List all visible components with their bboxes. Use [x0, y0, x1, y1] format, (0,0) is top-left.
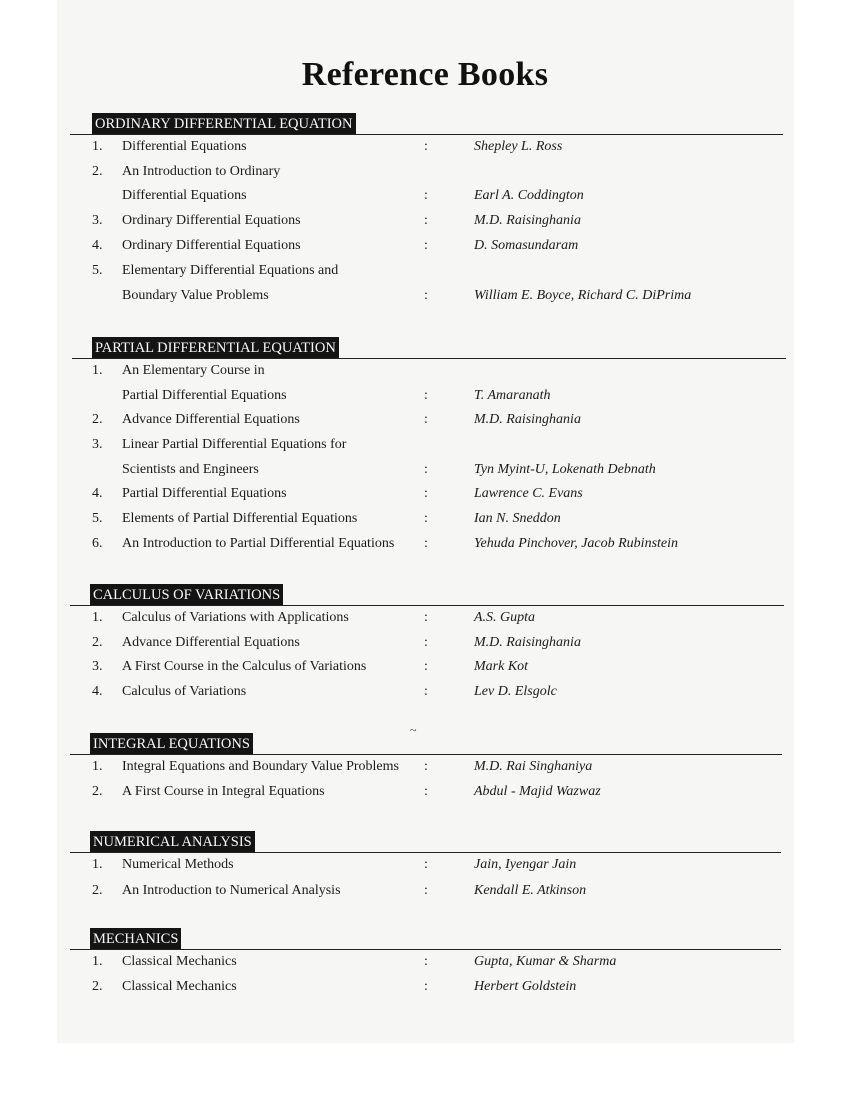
book-title: Linear Partial Differential Equations for — [122, 437, 347, 452]
separator-colon: : — [424, 139, 428, 154]
book-title: Elementary Differential Equations and — [122, 263, 339, 278]
book-row — [0, 511, 850, 533]
book-number: 6. — [92, 536, 103, 551]
book-number: 4. — [92, 486, 103, 501]
book-title: Numerical Methods — [122, 857, 234, 872]
book-row — [0, 437, 850, 459]
separator-colon: : — [424, 486, 428, 501]
separator-colon: : — [424, 288, 428, 303]
book-author: Shepley L. Ross — [474, 139, 563, 154]
separator-colon: : — [424, 412, 428, 427]
book-row — [0, 857, 850, 879]
book-title: A First Course in the Calculus of Variations — [122, 659, 367, 674]
book-author: T. Amaranath — [474, 388, 551, 403]
book-number: 3. — [92, 659, 103, 674]
book-number: 3. — [92, 437, 103, 452]
section-heading: INTEGRAL EQUATIONS — [90, 733, 253, 755]
book-row — [0, 659, 850, 681]
section-heading: MECHANICS — [90, 928, 181, 950]
book-title: Integral Equations and Boundary Value Problems — [122, 759, 399, 774]
book-title: Calculus of Variations — [122, 684, 247, 699]
book-author: Lev D. Elsgolc — [474, 684, 557, 699]
book-row — [0, 188, 850, 210]
book-row — [0, 139, 850, 161]
separator-colon: : — [424, 511, 428, 526]
book-author: M.D. Raisinghania — [474, 412, 581, 427]
book-title: Scientists and Engineers — [122, 462, 259, 477]
book-number: 2. — [92, 883, 103, 898]
book-author: Mark Kot — [474, 659, 529, 674]
book-title: Advance Differential Equations — [122, 635, 300, 650]
separator-colon: : — [424, 462, 428, 477]
book-title: Differential Equations — [122, 188, 247, 203]
book-number: 2. — [92, 635, 103, 650]
separator-colon: : — [424, 388, 428, 403]
book-number: 2. — [92, 979, 103, 994]
book-row — [0, 388, 850, 410]
section-heading: CALCULUS OF VARIATIONS — [90, 584, 283, 606]
book-title: Classical Mechanics — [122, 954, 237, 969]
book-title: A First Course in Integral Equations — [122, 784, 325, 799]
book-row — [0, 213, 850, 235]
book-number: 1. — [92, 954, 103, 969]
book-author: A.S. Gupta — [474, 610, 536, 625]
separator-colon: : — [424, 188, 428, 203]
book-author: Earl A. Coddington — [474, 188, 584, 203]
separator-colon: : — [424, 610, 428, 625]
book-author: Jain, Iyengar Jain — [474, 857, 577, 872]
book-number: 5. — [92, 511, 103, 526]
book-row — [0, 759, 850, 781]
separator-colon: : — [424, 759, 428, 774]
book-author: Yehuda Pinchover, Jacob Rubinstein — [474, 536, 679, 551]
book-number: 2. — [92, 784, 103, 799]
book-author: Tyn Myint-U, Lokenath Debnath — [474, 462, 656, 477]
page-title: Reference Books — [301, 56, 549, 93]
section-heading: ORDINARY DIFFERENTIAL EQUATION — [92, 113, 356, 135]
book-row — [0, 536, 850, 558]
book-title: An Introduction to Numerical Analysis — [122, 883, 341, 898]
book-author: William E. Boyce, Richard C. DiPrima — [474, 288, 692, 303]
book-row — [0, 164, 850, 186]
separator-colon: : — [424, 784, 428, 799]
book-number: 1. — [92, 139, 103, 154]
separator-colon: : — [424, 883, 428, 898]
book-title: Differential Equations — [122, 139, 247, 154]
separator-colon: : — [424, 857, 428, 872]
book-author: Abdul - Majid Wazwaz — [474, 784, 601, 799]
book-row — [0, 635, 850, 657]
book-author: Gupta, Kumar & Sharma — [474, 954, 617, 969]
section-heading: PARTIAL DIFFERENTIAL EQUATION — [92, 337, 339, 359]
book-row — [0, 412, 850, 434]
stray-mark: ~ — [410, 723, 417, 737]
book-row — [0, 486, 850, 508]
book-number: 3. — [92, 213, 103, 228]
section-rule — [70, 134, 783, 135]
section-rule — [72, 358, 786, 359]
book-row — [0, 979, 850, 1001]
book-title: Advance Differential Equations — [122, 412, 300, 427]
section-rule — [70, 949, 781, 950]
book-row — [0, 610, 850, 632]
separator-colon: : — [424, 954, 428, 969]
book-number: 2. — [92, 412, 103, 427]
book-row — [0, 462, 850, 484]
book-author: Kendall E. Atkinson — [474, 883, 587, 898]
book-title: Partial Differential Equations — [122, 388, 287, 403]
separator-colon: : — [424, 635, 428, 650]
book-title: Partial Differential Equations — [122, 486, 287, 501]
book-number: 1. — [92, 363, 103, 378]
book-title: Ordinary Differential Equations — [122, 238, 301, 253]
book-number: 1. — [92, 857, 103, 872]
book-number: 4. — [92, 238, 103, 253]
book-author: Lawrence C. Evans — [474, 486, 583, 501]
book-author: D. Somasundaram — [474, 238, 579, 253]
book-title: An Introduction to Ordinary — [122, 164, 281, 179]
section-rule — [70, 754, 782, 755]
book-title: Boundary Value Problems — [122, 288, 269, 303]
book-row — [0, 363, 850, 385]
separator-colon: : — [424, 684, 428, 699]
book-title: Calculus of Variations with Applications — [122, 610, 349, 625]
separator-colon: : — [424, 536, 428, 551]
book-row — [0, 238, 850, 260]
book-author: M.D. Raisinghania — [474, 213, 581, 228]
book-row — [0, 784, 850, 806]
book-row — [0, 954, 850, 976]
section-heading: NUMERICAL ANALYSIS — [90, 831, 255, 853]
book-title: Classical Mechanics — [122, 979, 237, 994]
section-rule — [70, 605, 784, 606]
book-row — [0, 288, 850, 310]
book-number: 5. — [92, 263, 103, 278]
book-title: An Elementary Course in — [122, 363, 265, 378]
book-row — [0, 883, 850, 905]
book-title: Ordinary Differential Equations — [122, 213, 301, 228]
book-title: Elements of Partial Differential Equations — [122, 511, 358, 526]
book-number: 4. — [92, 684, 103, 699]
book-number: 1. — [92, 610, 103, 625]
book-row — [0, 263, 850, 285]
separator-colon: : — [424, 238, 428, 253]
book-author: M.D. Rai Singhaniya — [474, 759, 593, 774]
book-number: 2. — [92, 164, 103, 179]
separator-colon: : — [424, 213, 428, 228]
book-author: Herbert Goldstein — [474, 979, 577, 994]
book-title: An Introduction to Partial Differential Equations — [122, 536, 395, 551]
book-author: Ian N. Sneddon — [474, 511, 561, 526]
book-number: 1. — [92, 759, 103, 774]
book-row — [0, 684, 850, 706]
separator-colon: : — [424, 979, 428, 994]
book-author: M.D. Raisinghania — [474, 635, 581, 650]
separator-colon: : — [424, 659, 428, 674]
section-rule — [70, 852, 781, 853]
